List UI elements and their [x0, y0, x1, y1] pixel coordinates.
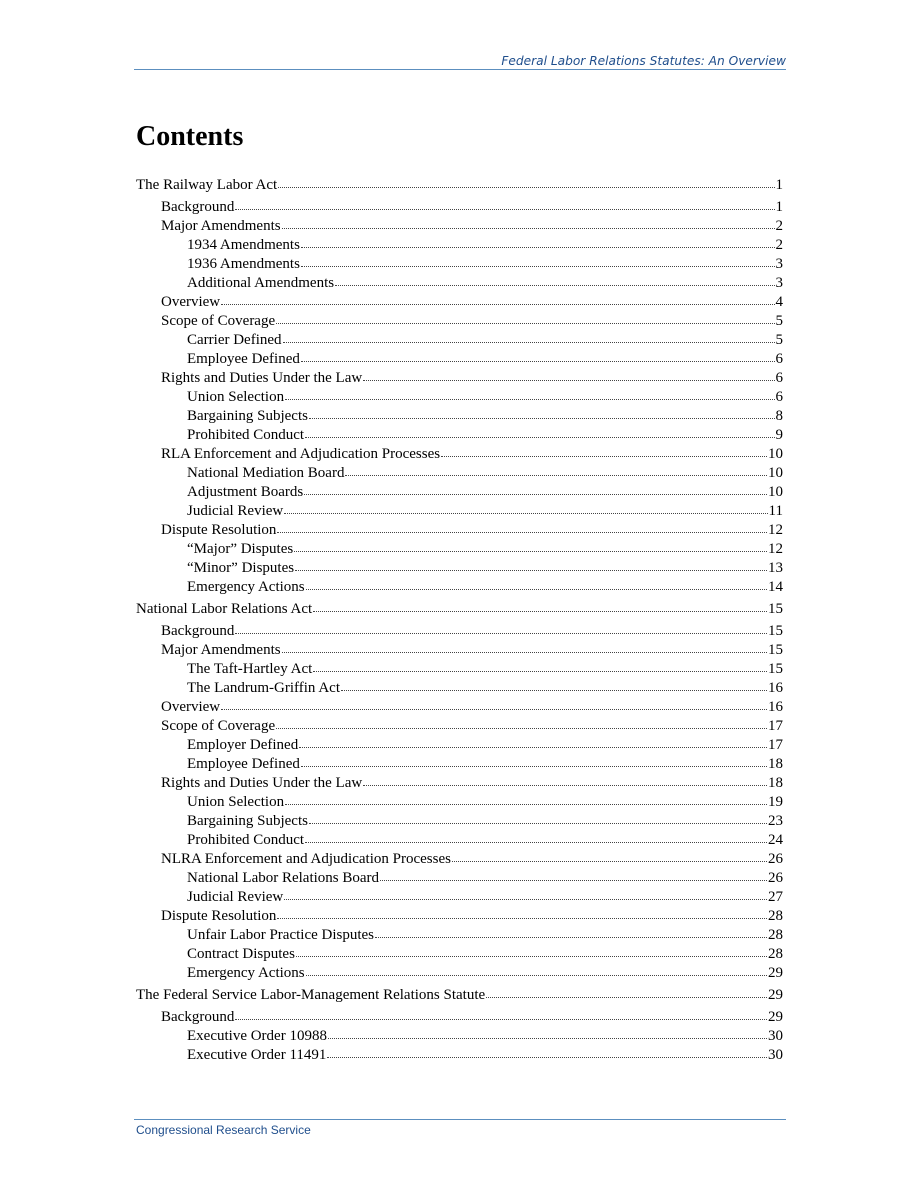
toc-entry-page: 23	[768, 813, 783, 829]
toc-entry[interactable]	[136, 176, 783, 195]
toc-dot-leader	[305, 842, 767, 843]
toc-entry[interactable]	[136, 926, 783, 945]
toc-entry-page: 28	[768, 927, 783, 943]
toc-entry-title: Overview	[161, 294, 221, 310]
toc-entry-title: Unfair Labor Practice Disputes	[187, 927, 375, 943]
toc-entry[interactable]	[136, 698, 783, 717]
toc-dot-leader	[284, 513, 767, 514]
toc-entry-title: National Labor Relations Act	[136, 601, 313, 617]
toc-entry-page: 6	[775, 351, 783, 367]
toc-entry-title: Adjustment Boards	[187, 484, 304, 500]
toc-dot-leader	[309, 823, 767, 824]
toc-entry-title: Contract Disputes	[187, 946, 295, 962]
toc-entry-page: 27	[768, 889, 783, 905]
toc-entry[interactable]	[136, 426, 783, 445]
toc-entry-page: 1	[775, 199, 783, 215]
toc-entry-title: Rights and Duties Under the Law	[161, 775, 363, 791]
toc-entry[interactable]	[136, 679, 783, 698]
toc-dot-leader	[301, 247, 775, 248]
toc-entry-title: Union Selection	[187, 794, 285, 810]
toc-entry-title: Employee Defined	[187, 351, 300, 367]
toc-entry-title: Executive Order 10988	[187, 1028, 327, 1044]
toc-entry-page: 8	[775, 408, 783, 424]
toc-entry-title: Employer Defined	[187, 737, 299, 753]
toc-entry-page: 30	[768, 1047, 783, 1063]
toc-entry[interactable]	[136, 293, 783, 312]
toc-entry-title: Additional Amendments	[187, 275, 335, 291]
toc-dot-leader	[299, 747, 767, 748]
toc-dot-leader	[304, 494, 767, 495]
toc-entry-page: 12	[768, 522, 783, 538]
toc-entry-title: Scope of Coverage	[161, 313, 276, 329]
toc-dot-leader	[283, 342, 775, 343]
toc-entry[interactable]	[136, 1046, 783, 1065]
toc-entry-page: 18	[768, 775, 783, 791]
toc-dot-leader	[301, 266, 775, 267]
toc-entry-page: 19	[768, 794, 783, 810]
toc-entry[interactable]	[136, 641, 783, 660]
toc-entry-page: 1	[775, 177, 783, 193]
toc-entry[interactable]	[136, 331, 783, 350]
toc-dot-leader	[295, 570, 767, 571]
toc-entry[interactable]	[136, 1027, 783, 1046]
toc-dot-leader	[277, 532, 767, 533]
toc-entry[interactable]	[136, 945, 783, 964]
toc-entry[interactable]	[136, 755, 783, 774]
toc-entry[interactable]	[136, 774, 783, 793]
toc-entry-title: Prohibited Conduct	[187, 832, 305, 848]
toc-entry-page: 12	[768, 541, 783, 557]
toc-entry[interactable]	[136, 198, 783, 217]
toc-entry-page: 2	[775, 237, 783, 253]
toc-dot-leader	[235, 209, 774, 210]
toc-entry[interactable]	[136, 217, 783, 236]
toc-dot-leader	[276, 728, 767, 729]
toc-dot-leader	[276, 323, 774, 324]
toc-entry-title: 1936 Amendments	[187, 256, 300, 272]
toc-entry[interactable]	[136, 600, 783, 619]
toc-entry-title: Background	[161, 1009, 235, 1025]
toc-entry[interactable]	[136, 312, 783, 331]
toc-entry-page: 28	[768, 908, 783, 924]
toc-entry[interactable]	[136, 236, 783, 255]
toc-entry[interactable]	[136, 869, 783, 888]
toc-entry-page: 14	[768, 579, 783, 595]
toc-entry[interactable]	[136, 502, 783, 521]
toc-entry-page: 17	[768, 737, 783, 753]
toc-entry-title: Rights and Duties Under the Law	[161, 370, 363, 386]
toc-entry-title: National Labor Relations Board	[187, 870, 380, 886]
toc-dot-leader	[341, 690, 767, 691]
toc-entry[interactable]	[136, 831, 783, 850]
toc-entry[interactable]	[136, 736, 783, 755]
toc-entry-title: NLRA Enforcement and Adjudication Processes	[161, 851, 451, 867]
toc-entry-page: 16	[768, 699, 783, 715]
toc-entry-title: The Landrum-Griffin Act	[187, 680, 341, 696]
toc-entry[interactable]	[136, 850, 783, 869]
toc-entry-title: Executive Order 11491	[187, 1047, 327, 1063]
toc-dot-leader	[284, 899, 767, 900]
toc-dot-leader	[282, 228, 775, 229]
toc-entry-page: 29	[768, 1009, 783, 1025]
toc-entry[interactable]	[136, 1008, 783, 1027]
toc-entry-page: 3	[775, 275, 783, 291]
footer-rule	[134, 1119, 786, 1120]
header-rule	[134, 69, 786, 70]
toc-entry-page: 30	[768, 1028, 783, 1044]
toc-entry-title: Major Amendments	[161, 642, 281, 658]
toc-entry[interactable]	[136, 407, 783, 426]
toc-entry-page: 28	[768, 946, 783, 962]
toc-entry-page: 17	[768, 718, 783, 734]
toc-dot-leader	[285, 804, 767, 805]
toc-dot-leader	[309, 418, 775, 419]
toc-entry[interactable]	[136, 274, 783, 293]
toc-entry-title: Bargaining Subjects	[187, 408, 308, 424]
toc-dot-leader	[441, 456, 767, 457]
toc-entry-title: Overview	[161, 699, 221, 715]
toc-entry-page: 24	[768, 832, 783, 848]
page-title: Contents	[136, 121, 244, 152]
toc-entry-page: 2	[775, 218, 783, 234]
toc-dot-leader	[301, 361, 775, 362]
toc-entry[interactable]	[136, 660, 783, 679]
toc-entry[interactable]	[136, 717, 783, 736]
toc-dot-leader	[345, 475, 767, 476]
toc-dot-leader	[282, 652, 767, 653]
toc-entry[interactable]	[136, 483, 783, 502]
toc-dot-leader	[221, 304, 774, 305]
toc-entry-page: 16	[768, 680, 783, 696]
toc-entry-title: Carrier Defined	[187, 332, 282, 348]
toc-entry-page: 11	[768, 503, 783, 519]
toc-dot-leader	[294, 551, 767, 552]
toc-entry[interactable]	[136, 622, 783, 641]
toc-entry[interactable]	[136, 350, 783, 369]
toc-entry-page: 5	[775, 313, 783, 329]
toc-entry[interactable]	[136, 388, 783, 407]
toc-entry-page: 6	[775, 370, 783, 386]
toc-entry[interactable]	[136, 445, 783, 464]
toc-dot-leader	[235, 1019, 767, 1020]
toc-entry[interactable]	[136, 255, 783, 274]
toc-entry-title: Dispute Resolution	[161, 522, 277, 538]
toc-entry-title: Major Amendments	[161, 218, 281, 234]
toc-dot-leader	[306, 975, 767, 976]
toc-entry-page: 26	[768, 870, 783, 886]
toc-entry-title: Employee Defined	[187, 756, 300, 772]
toc-entry-title: Bargaining Subjects	[187, 813, 308, 829]
toc-entry-title: 1934 Amendments	[187, 237, 300, 253]
toc-entry-page: 6	[775, 389, 783, 405]
toc-entry-title: Background	[161, 199, 235, 215]
toc-entry[interactable]	[136, 369, 783, 388]
toc-entry-title: Scope of Coverage	[161, 718, 276, 734]
toc-entry-page: 26	[768, 851, 783, 867]
toc-entry-title: RLA Enforcement and Adjudication Processes	[161, 446, 441, 462]
toc-entry-title: “Minor” Disputes	[187, 560, 295, 576]
table-of-contents	[136, 176, 783, 1065]
toc-dot-leader	[301, 766, 767, 767]
toc-entry-title: The Taft-Hartley Act	[187, 661, 313, 677]
toc-dot-leader	[313, 611, 767, 612]
toc-entry-title: National Mediation Board	[187, 465, 345, 481]
toc-entry-page: 29	[768, 965, 783, 981]
toc-dot-leader	[277, 918, 767, 919]
toc-dot-leader	[235, 633, 767, 634]
toc-dot-leader	[327, 1057, 767, 1058]
toc-entry[interactable]	[136, 812, 783, 831]
toc-entry-page: 15	[768, 623, 783, 639]
toc-entry[interactable]	[136, 964, 783, 983]
toc-entry-title: Judicial Review	[187, 503, 284, 519]
toc-entry-title: Prohibited Conduct	[187, 427, 305, 443]
toc-entry-title: Emergency Actions	[187, 579, 305, 595]
toc-entry[interactable]	[136, 521, 783, 540]
toc-dot-leader	[328, 1038, 767, 1039]
toc-dot-leader	[278, 187, 774, 188]
toc-entry-title: Background	[161, 623, 235, 639]
toc-entry[interactable]	[136, 986, 783, 1005]
running-header: Federal Labor Relations Statutes: An Overview	[501, 54, 786, 68]
toc-dot-leader	[486, 997, 767, 998]
toc-entry-page: 13	[768, 560, 783, 576]
toc-entry-page: 10	[768, 446, 783, 462]
toc-dot-leader	[380, 880, 767, 881]
toc-dot-leader	[335, 285, 774, 286]
toc-entry-title: The Railway Labor Act	[136, 177, 278, 193]
toc-entry[interactable]	[136, 888, 783, 907]
toc-entry-page: 29	[768, 987, 783, 1003]
toc-entry-title: “Major” Disputes	[187, 541, 294, 557]
toc-entry-page: 9	[775, 427, 783, 443]
toc-entry-page: 10	[768, 484, 783, 500]
toc-entry[interactable]	[136, 464, 783, 483]
toc-entry-title: Judicial Review	[187, 889, 284, 905]
toc-entry-page: 3	[775, 256, 783, 272]
toc-entry-title: The Federal Service Labor-Management Relations Statute	[136, 987, 486, 1003]
toc-dot-leader	[296, 956, 767, 957]
toc-entry[interactable]	[136, 578, 783, 597]
toc-entry-page: 15	[768, 661, 783, 677]
toc-entry-page: 4	[775, 294, 783, 310]
toc-dot-leader	[305, 437, 774, 438]
toc-entry-title: Emergency Actions	[187, 965, 305, 981]
toc-entry[interactable]	[136, 540, 783, 559]
toc-dot-leader	[363, 380, 774, 381]
toc-entry-page: 5	[775, 332, 783, 348]
toc-entry[interactable]	[136, 793, 783, 812]
toc-entry-title: Dispute Resolution	[161, 908, 277, 924]
toc-dot-leader	[363, 785, 767, 786]
toc-dot-leader	[306, 589, 767, 590]
toc-dot-leader	[285, 399, 774, 400]
toc-entry-page: 15	[768, 642, 783, 658]
toc-entry[interactable]	[136, 907, 783, 926]
footer-org: Congressional Research Service	[136, 1123, 311, 1137]
toc-dot-leader	[313, 671, 767, 672]
toc-dot-leader	[221, 709, 767, 710]
toc-dot-leader	[452, 861, 767, 862]
toc-entry-page: 15	[768, 601, 783, 617]
toc-entry[interactable]	[136, 559, 783, 578]
toc-entry-title: Union Selection	[187, 389, 285, 405]
toc-dot-leader	[375, 937, 767, 938]
toc-entry-page: 18	[768, 756, 783, 772]
toc-entry-page: 10	[768, 465, 783, 481]
